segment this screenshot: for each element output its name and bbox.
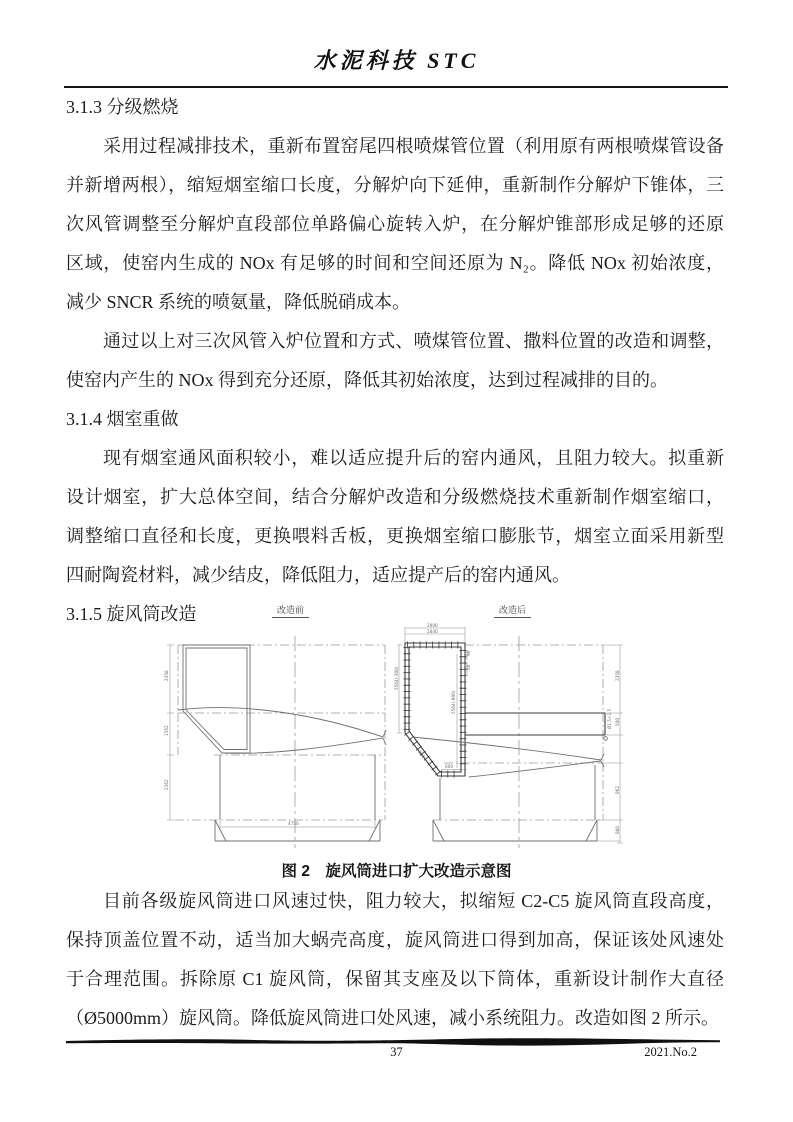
- body-text-block: [66, 88, 724, 634]
- paragraph-line: 设计烟室，扩大总体空间，结合分解炉改造和分级燃烧技术重新制作烟室缩口，: [66, 487, 724, 507]
- dimension-label: 2840: [427, 629, 438, 634]
- section-heading-313: 3.1.3 分级燃烧: [66, 97, 179, 117]
- issue-number: 2021.No.2: [644, 1045, 697, 1059]
- dimension-label: 962: [615, 786, 620, 794]
- dimension-label: 90: [466, 650, 471, 656]
- cyclone-after-drawing: [394, 623, 623, 848]
- paragraph-line: 现有烟室通风面积较小，难以适应提升后的窑内通风，且阻力较大。拟重新: [103, 448, 724, 468]
- dimension-label: 5504(-300): [394, 666, 399, 690]
- paragraph-line: 并新增两根），缩短烟室缩口长度，分解炉向下延伸，重新制作分解炉下锥体，三: [66, 175, 724, 195]
- paragraph-line: 通过以上对三次风管入炉位置和方式、喷煤管位置、撒料位置的改造和调整，: [103, 331, 724, 351]
- dimension-label: 2900: [427, 623, 438, 628]
- paragraph-line: 目前各级旋风筒进口风速过快，阻力较大，拟缩短 C2-C5 旋风筒直段高度，: [103, 891, 724, 911]
- paragraph-line: 保持顶盖位置不动，适当加大蜗壳高度，旋风筒进口得到加高，保证该处风速处: [66, 930, 724, 950]
- paragraph-line: （Ø5000mm）旋风筒。降低旋风筒进口处风速，减小系统阻力。改造如图 2 所示。: [66, 1008, 719, 1028]
- paragraph-line: 减少 SNCR 系统的喷氨量，降低脱硝成本。: [66, 292, 411, 312]
- dimension-label: 980: [615, 826, 620, 834]
- dimension-label: 50: [466, 664, 471, 670]
- paragraph-line: 调整缩口直径和长度，更换喂料舌板，更换烟室缩口膨胀节，烟室立面采用新型: [66, 526, 724, 546]
- figure-label-before: 改造前: [272, 605, 309, 618]
- paragraph-line: 四耐陶瓷材料，减少结皮，降低阻力，适应提产后的窑内通风。: [66, 565, 570, 585]
- page-number: 37: [390, 1045, 403, 1059]
- dimension-label: 600: [445, 764, 453, 769]
- section-heading-315: 3.1.5 旋风筒改造: [66, 604, 197, 624]
- engineering-drawing-svg: [64, 598, 730, 858]
- paragraph-line: 区域，使窑内生成的 NOx 有足够的时间和空间还原为 N₂。降低 NOx 初始浓度，: [66, 253, 724, 273]
- dimension-label: 5504(-900): [451, 690, 456, 714]
- dimension-label: 500: [615, 718, 620, 726]
- dimension-label: 800: [417, 749, 427, 759]
- dimension-label: 2358: [164, 670, 169, 681]
- figure-label-after: 改造后: [494, 605, 531, 618]
- dimension-label: 2362: [164, 779, 169, 790]
- body-text-block-2: [66, 882, 724, 1038]
- figure-caption: 图 2 旋风筒进口扩大改造示意图: [281, 863, 512, 880]
- dimension-label: 2358: [615, 670, 620, 681]
- dimension-label: 1562: [164, 725, 169, 736]
- paragraph-line: 采用过程减排技术，重新布置窑尾四根喷煤管位置（利用原有两根喷煤管设备: [103, 136, 724, 156]
- paragraph-line: 使窑内产生的 NOx 得到充分还原，降低其初始浓度，达到过程减排的目的。: [66, 370, 668, 390]
- paragraph-line: 于合理范围。拆除原 C1 旋风筒，保留其支座及以下筒体，重新设计制作大直径: [66, 969, 724, 989]
- section-heading-314: 3.1.4 烟室重做: [66, 409, 179, 429]
- dimension-label: Ø1.5×1.5: [607, 708, 612, 729]
- cyclone-before-drawing: [164, 636, 386, 848]
- dimension-label: 4750: [288, 821, 299, 826]
- figure-2: [64, 598, 730, 858]
- paragraph-line: 次风管调整至分解炉直段部位单路偏心旋转入炉，在分解炉锥部形成足够的还原: [66, 214, 724, 234]
- journal-title: 水泥科技 STC: [313, 48, 480, 73]
